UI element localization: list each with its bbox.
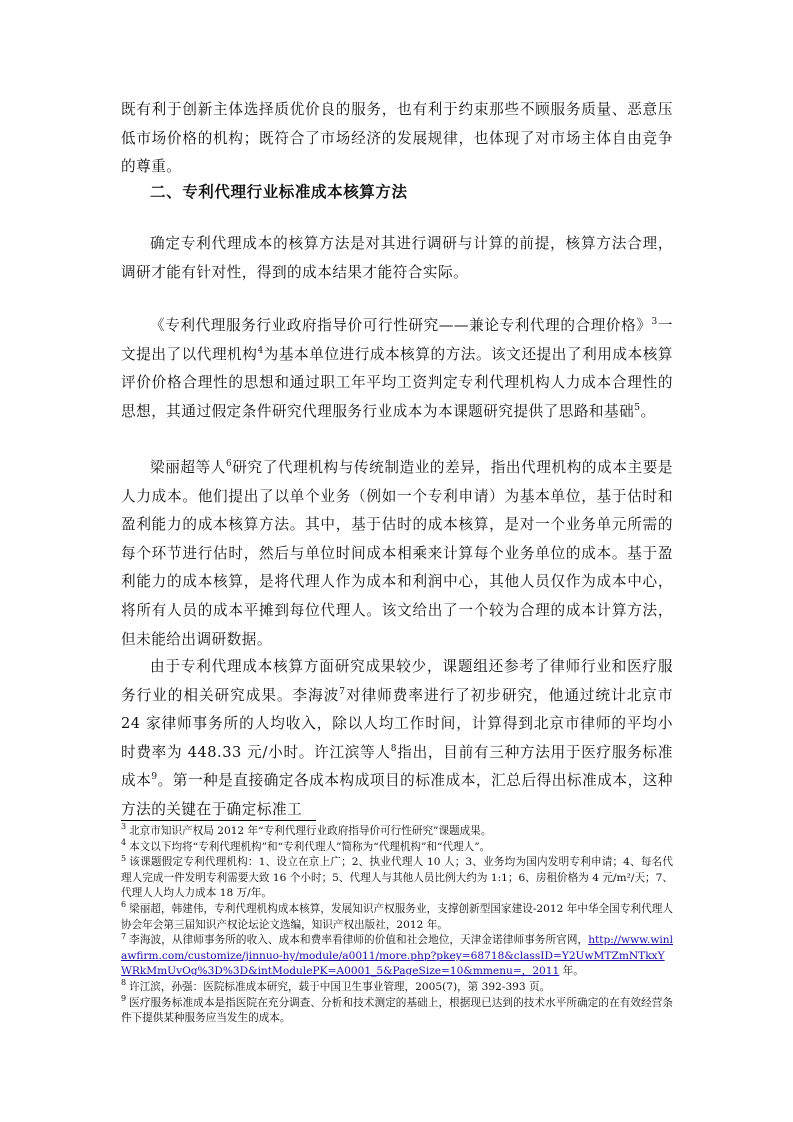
footnote-number: 8 [121,978,127,988]
footnote-number: 9 [121,994,127,1003]
footnote-ref[interactable]: 5 [634,402,641,413]
paragraph-text: 。第一种是直接确定各成本构成项目的标准成本，汇总后得出标准成本，这种方法的关键在于确定标准工 [121,772,673,818]
paragraph-method-intro [121,230,673,287]
paragraph-text: 既有利于创新主体选择质优价良的服务，也有利于约束那些不顾服务质量、恶意压低市场价格的机构；既符合了市场经济的发展规律，也体现了对市场主体自由竞争的尊重。 [121,101,673,176]
footnote-number: 4 [121,838,127,848]
footnote-ref[interactable]: 6 [226,459,233,470]
paragraph-text: 对律师费率进行了初步研究，他通过统计北京市 24 家律师事务所的人均收入，除以人均工作时间，计算得到北京市律师的平均小时费率为 448.33 元/小时。许江滨等人 [121,686,673,761]
paragraph-text: 。 [640,402,656,420]
footnote-item [121,933,673,980]
footnote-number: 7 [121,931,127,941]
paragraph-text: 《专利代理服务行业政府指导价可行性研究——兼论专利代理的合理价格》 [150,317,652,334]
footnote-text-tail: 年。 [559,965,584,978]
footnote-text: 梁丽超，韩建伟，专利代理机构成本核算，发展知识产权服务业，支撑创新型国家建设-2012 年中华全国专利代理人协会年会第三届知识产权论坛论文选编，知识产权出版社，2012 年。 [121,902,673,931]
paragraph-text: 一文提出了以代理机构 [121,317,673,363]
paragraph-text: 确定专利代理成本的核算方法是对其进行调研与计算的前提，核算方法合理，调研才能有针对性，得到的成本结果才能符合实际。 [121,235,673,281]
paragraph-text: 由于专利代理成本核算方面研究成果较少，课题组还参考了律师行业和医疗服务行业的相关研究成果。李海波 [121,658,673,704]
footnote-ref[interactable]: 3 [651,317,658,328]
footnote-ref[interactable]: 8 [390,743,398,754]
footnote-divider [121,820,316,821]
footnote-list [121,824,673,1027]
footnote-text: 许江滨，孙强：医院标准成本研究，载于中国卫生事业管理，2005(7)，第 392-393 页。 [129,980,551,993]
footnote-text: 本文以下均将“专利代理机构”和“专利代理人”简称为“代理机构”和“代理人”。 [129,840,491,853]
paragraph-continuation [121,96,673,182]
footnote-number: 6 [121,900,127,910]
footnote-item [121,980,673,996]
footnote-text: 该课题假定专利代理机构：1、设立在京上广；2、执业代理人 10 人；3、业务均为国内发明专利申请；4、每名代理人完成一件发明专利需要大致 16 个小时；5、代理人与其他人员比例大约为 1:1；6、房租价格为 4 元/m²/天；7、代理人人均人力成本 18 万/年。 [121,856,673,900]
paragraph-reference-study [121,312,673,426]
footnote-text: 北京市知识产权局 2012 年“专利代理行业政府指导价可行性研究”课题成果。 [129,825,492,837]
paragraph-text: 指出，目前有三种方法用于医疗服务标准成本 [121,743,673,790]
paragraph-text: 为基本单位进行成本核算的方法。该文还提出了利用成本核算评价价格合理性的思想和通过职工年平均工资判定专利代理机构人力成本合理性的思想，其通过假定条件研究代理服务行业成本为本课题研究提供了思路和基础 [121,345,673,420]
footnote-item [121,902,673,933]
footnote-ref[interactable]: 7 [339,686,346,697]
footnote-ref[interactable]: 9 [151,772,158,783]
paragraph-text: 研究了代理机构与传统制造业的差异，指出代理机构的成本主要是人力成本。他们提出了以单个业务（例如一个专利申请）为基本单位，基于估时和盈利能力的成本核算方法。其中，基于估时的成本核算，是对一个业务单元所需的每个环节进行估时，然后与单位时间成本相乘来计算每个业务单位的成本。基于盈利能力的成本核算，是将代理人作为成本和利润中心，其他人员仅作为成本中心，将所有人员的成本平摊到每位代理人。该文给出了一个较为合理的成本计算方法，但未能给出调研数据。 [121,459,673,648]
footnote-ref[interactable]: 4 [257,345,264,356]
footnote-item [121,996,673,1027]
footnote-item [121,840,673,856]
footnote-link[interactable]: http://www.winlawfirm.com/customize/jinnuo-hy/module/a0011/more.php?pkey=68718&classID=Y2UwMTZmNTkxYWRkMmUvOg%3D%3D&intModulePK=A0001_5&PageSize=10&mmenu=，2011 [121,934,673,978]
footnote-number: 3 [121,822,127,832]
paragraph-other-industries [121,653,673,825]
paragraph-liang-study [121,454,673,654]
footnote-item [121,824,673,840]
footnote-number: 5 [121,853,127,863]
section-heading: 二、专利代理行业标准成本核算方法 [150,183,408,201]
paragraph-text: 梁丽超等人 [150,459,226,476]
footnote-text: 李海波，从律师事务所的收入、成本和费率看律师的价值和社会地位，天津金诺律师事务所官网， [129,934,589,947]
footnote-text: 医疗服务标准成本是指医院在充分调查、分析和技术测定的基础上，根据现已达到的技术水平所确定的在有效经营条件下提供某种服务应当发生的成本。 [121,996,673,1025]
footnote-item [121,855,673,902]
